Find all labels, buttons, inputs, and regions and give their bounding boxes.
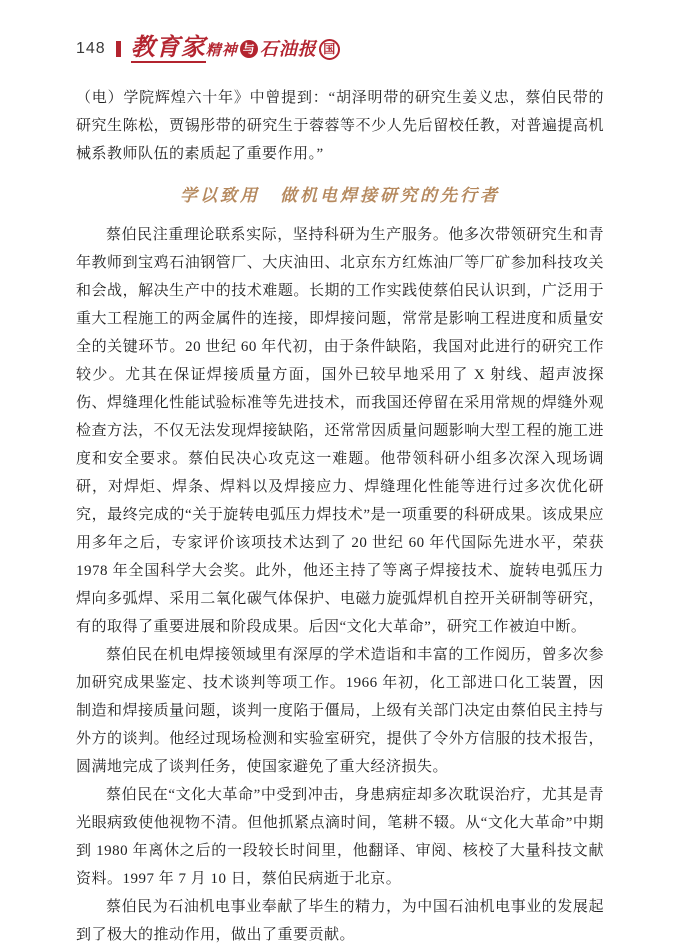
logo-text-educator: 教育家 bbox=[130, 34, 206, 61]
paragraph: 蔡伯民注重理论联系实际，坚持科研为生产服务。他多次带领研究生和青年教师到宝鸡石油钢管厂、大庆油田、北京东方红炼油厂等厂矿参加科技攻关和会战，解决生产中的技术难题。长期的工作实践使蔡伯民认识到，广泛用于重大工程施工的两金属件的连接，即焊接问题，常常是影响工程进度和质量安全的关键环节。20 世纪 60 年代初，由于条件缺陷，我国对此进行的研究工作较少。尤其在保证焊接质量方面，国外已较早地采用了 X 射线、超声波探伤、焊缝理化性能试验标准等先进技术，而我国还停留在采用常规的焊缝外观检查方法，不仅无法发现焊接缺陷，还常常因质量问题影响大型工程的施工进度和安全要求。蔡伯民决心攻克这一难题。他带领科研小组多次深入现场调研，对焊炬、焊条、焊料以及焊接应力、焊缝理化性能等进行过多次优化研究，最终完成的“关于旋转电弧压力焊技术”是一项重要的科研成果。该成果应用多年之后，专家评价该项技术达到了 20 世纪 60 年代国际先进水平，荣获 1978 年全国科学大会奖。此外，他还主持了等离子焊接技术、旋转电弧压力焊向多弧焊、采用二氧化碳气体保护、电磁力旋弧焊机自控开关研制等研究，有的取得了重要进展和阶段成果。后因“文化大革命”，研究工作被迫中断。 bbox=[76, 227, 604, 635]
logo-text-spirit: 精神 bbox=[205, 42, 238, 59]
paragraph: 蔡伯民在“文化大革命”中受到冲击，身患病症却多次耽误治疗，尤其是青光眼病致使他视物不清。但他抓紧点滴时间，笔耕不辍。从“文化大革命”中期到 1980 年离休之后的一段较长时间里，他翻译、审阅、核校了大量科技文献资料。1997 年 7 月 10 日，蔡伯民病逝于北京。 bbox=[76, 787, 604, 887]
section-heading: 学以致用 做机电焊接研究的先行者 bbox=[180, 186, 500, 205]
book-title-logo bbox=[131, 36, 340, 63]
page-body bbox=[76, 84, 604, 949]
paragraph-continuation: （电）学院辉煌六十年》中曾提到：“胡泽明带的研究生姜义忠，蔡伯民带的研究生陈松，贾锡彤带的研究生于蓉蓉等不少人先后留校任教，对普遍提高机械系教师队伍的素质起了重要作用。” bbox=[76, 90, 604, 162]
logo-guo-seal-icon: 国 bbox=[319, 39, 340, 60]
paragraph: 蔡伯民为石油机电事业奉献了毕生的精力，为中国石油机电事业的发展起到了极大的推动作用，做出了重要贡献。 bbox=[76, 899, 604, 943]
running-header bbox=[76, 32, 340, 66]
page-number: 148 bbox=[76, 40, 106, 57]
logo-yu-seal-icon: 与 bbox=[240, 40, 258, 58]
paragraph: 蔡伯民在机电焊接领域里有深厚的学术造诣和丰富的工作阅历，曾多次参加研究成果鉴定、技术谈判等项工作。1966 年初，化工部进口化工装置，因制造和焊接质量问题，谈判一度陷于僵局，上级有关部门决定由蔡伯民主持与外方的谈判。他经过现场检测和实验室研究，提供了令外方信服的技术报告，圆满地完成了谈判任务，使国家避免了重大经济损失。 bbox=[76, 647, 604, 775]
logo-text-petroleum: 石油报 bbox=[259, 38, 317, 59]
header-divider-bar-icon bbox=[116, 41, 121, 57]
